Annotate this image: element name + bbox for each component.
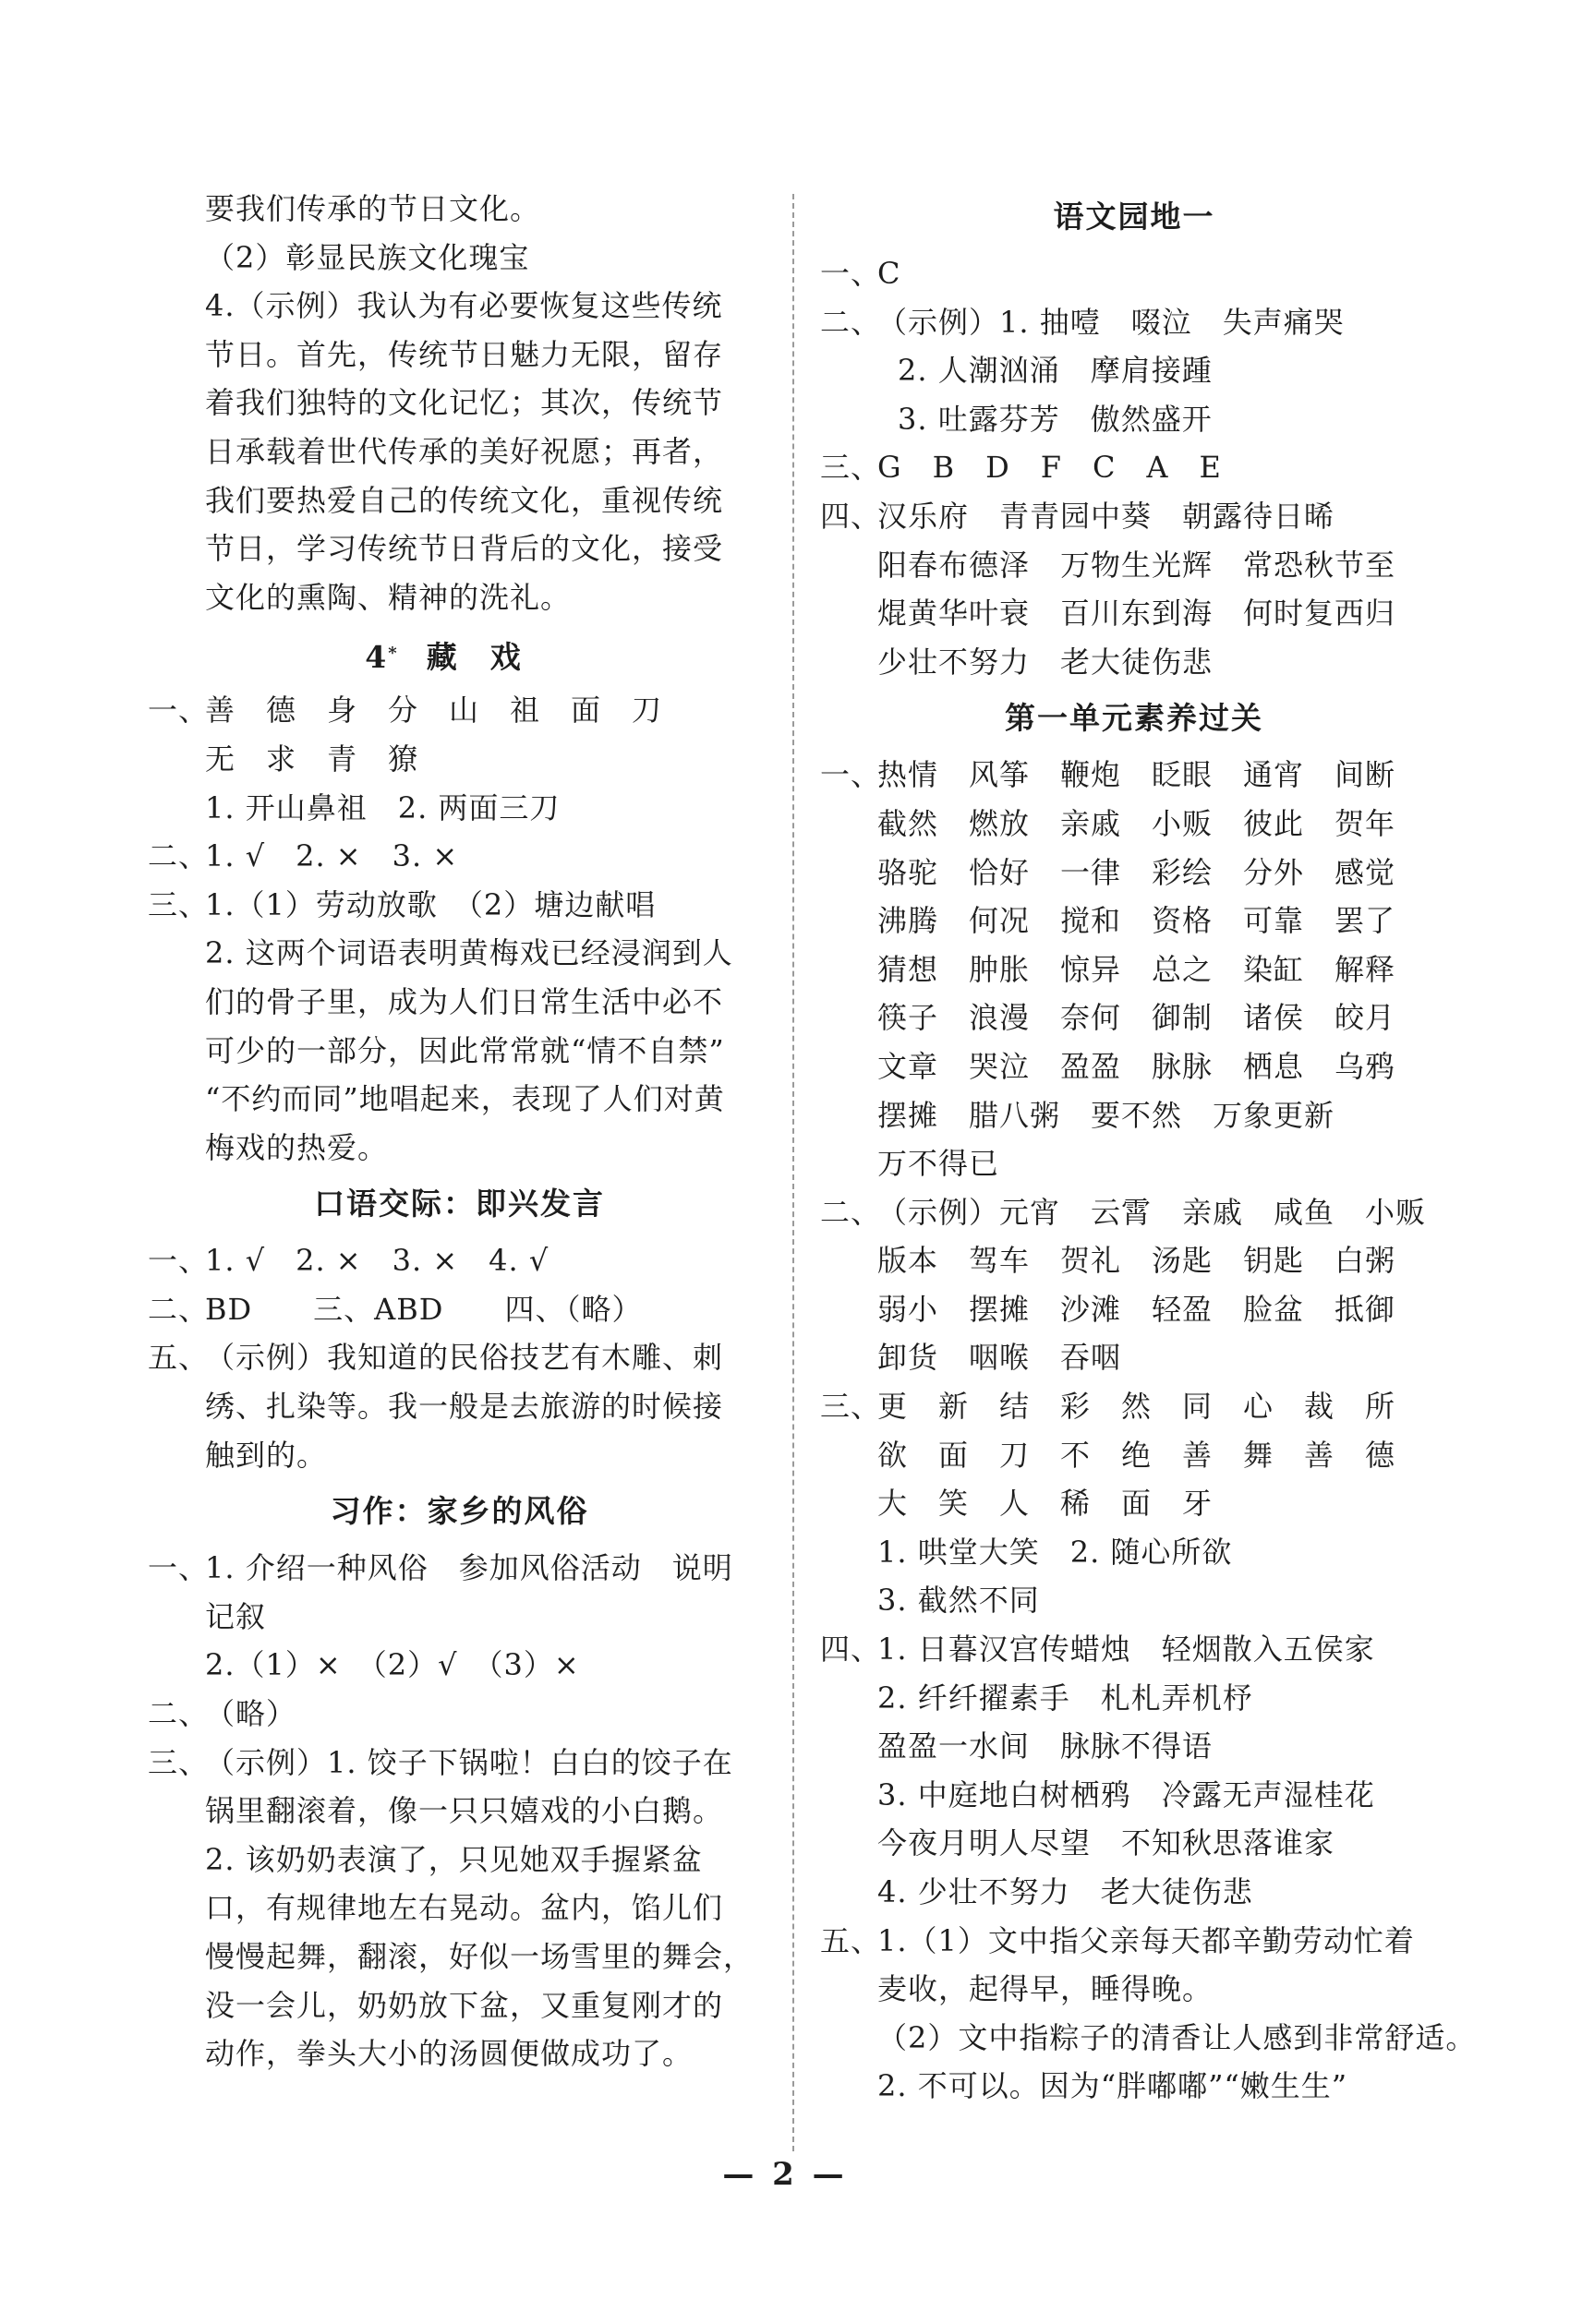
answer-text: 大 笑 人 稀 面 牙 <box>877 1486 1214 1522</box>
answer-line <box>148 735 771 784</box>
answer-line <box>820 589 1448 638</box>
question-number: 二、 <box>820 1194 882 1230</box>
answer-text: （2）彰显民族文化瑰宝 <box>205 239 530 275</box>
answer-text: 1. 日暮汉宫传蜡烛 轻烟散入五侯家 <box>877 1632 1375 1668</box>
answer-line <box>820 1576 1448 1625</box>
answer-line <box>148 379 771 427</box>
answer-line <box>148 1739 771 1788</box>
question-number: 一、 <box>148 1243 210 1279</box>
answer-text: 骆驼 恰好 一律 彩绘 分外 感觉 <box>877 854 1396 890</box>
answer-text: G B D F C A E <box>877 450 1222 486</box>
question-number: 三、 <box>148 886 210 922</box>
answer-text: 梅戏的热爱。 <box>205 1129 389 1165</box>
answer-text: 弱小 摆摊 沙滩 轻盈 脸盆 抵御 <box>877 1291 1396 1327</box>
answer-text: 版本 驾车 贺礼 汤匙 钥匙 白粥 <box>877 1243 1396 1279</box>
answer-text: 2. 纤纤擢素手 札札弄机杼 <box>877 1680 1253 1716</box>
answer-line <box>820 1188 1448 1237</box>
answer-line <box>148 1593 771 1642</box>
answer-line <box>148 573 771 622</box>
question-number: 一、 <box>148 692 210 729</box>
answer-text: 4. 少壮不努力 老大徒伤悲 <box>877 1874 1253 1909</box>
answer-line <box>820 1236 1448 1285</box>
answer-text: 日承载着世代传承的美好祝愿；再者， <box>205 433 724 469</box>
answer-line <box>820 1771 1448 1820</box>
answer-line <box>148 282 771 331</box>
answer-text: 盈盈一水间 脉脉不得语 <box>877 1728 1214 1764</box>
answer-text: 1. √ 2. × 3. × <box>205 838 459 874</box>
answer-line <box>148 1027 771 1076</box>
answer-line <box>820 1479 1448 1528</box>
answer-line <box>820 1431 1448 1480</box>
answer-line <box>148 234 771 283</box>
answer-line <box>148 1933 771 1981</box>
heading-title: 藏戏 <box>426 639 554 676</box>
answer-line <box>820 1333 1448 1382</box>
answer-line <box>820 443 1448 492</box>
answer-text: 1. 介绍一种风俗 参加风俗活动 说明 <box>205 1550 733 1586</box>
answer-line <box>148 1124 771 1173</box>
answer-text: 1.（1）文中指父亲每天都辛勤劳动忙着 <box>877 1922 1415 1958</box>
answer-text: 要我们传承的节日文化。 <box>205 191 541 226</box>
answer-line <box>148 1333 771 1382</box>
answer-text: 今夜月明人尽望 不知秋思落谁家 <box>877 1825 1335 1861</box>
answer-text: （示例）1. 抽噎 啜泣 失声痛哭 <box>877 304 1345 340</box>
question-number: 四、 <box>820 498 882 534</box>
answer-line <box>148 1382 771 1431</box>
answer-text: 1. 开山鼻祖 2. 两面三刀 <box>205 789 561 825</box>
answer-text: 触到的。 <box>205 1437 328 1473</box>
answer-line <box>148 1690 771 1739</box>
answer-text: 沸腾 何况 搅和 资格 可靠 罢了 <box>877 903 1396 939</box>
answer-text: 3. 截然不同 <box>877 1583 1040 1619</box>
answer-text: 筷子 浪漫 奈何 御制 诸侯 皎月 <box>877 1000 1396 1036</box>
answer-text: 无 求 青 獠 <box>205 741 419 777</box>
answer-text: 摆摊 腊八粥 要不然 万象更新 <box>877 1097 1335 1133</box>
section-heading <box>820 185 1448 249</box>
answer-text: 3. 吐露芬芳 傲然盛开 <box>898 401 1213 437</box>
answer-line <box>148 929 771 978</box>
answer-line <box>820 993 1448 1042</box>
answer-text: 口，有规律地左右晃动。盆内，馅儿们 <box>205 1890 724 1926</box>
section-heading <box>820 686 1448 751</box>
answer-line <box>820 1819 1448 1868</box>
answer-text: 1.（1）劳动放歌 （2）塘边献唱 <box>205 886 657 922</box>
answer-line <box>820 1917 1448 1966</box>
question-number: 三、 <box>820 450 882 486</box>
answer-line <box>148 1836 771 1884</box>
answer-text: （示例）我知道的民俗技艺有木雕、刺 <box>205 1340 724 1376</box>
heading-text: 习作：家乡的风俗 <box>330 1493 589 1530</box>
answer-line <box>148 686 771 735</box>
answer-text: 2. 人潮汹涌 摩肩接踵 <box>898 353 1213 389</box>
answer-line <box>148 427 771 476</box>
answer-line <box>820 541 1448 590</box>
answer-line <box>820 2014 1477 2063</box>
answer-line <box>820 1139 1448 1188</box>
answer-line <box>148 978 771 1027</box>
answer-line <box>148 1075 771 1124</box>
answer-line <box>820 897 1448 945</box>
answer-text: 欲 面 刀 不 绝 善 舞 善 德 <box>877 1437 1396 1473</box>
answer-text: 善 德 身 分 山 祖 面 刀 <box>205 692 663 729</box>
answer-line <box>820 492 1448 541</box>
answer-text: （示例）元宵 云霄 亲戚 咸鱼 小贩 <box>877 1194 1427 1230</box>
answer-line <box>148 832 771 881</box>
answer-line <box>148 1641 771 1690</box>
answer-line <box>148 881 771 930</box>
answer-text: 着我们独特的文化记忆；其次，传统节 <box>205 385 724 421</box>
column-divider <box>792 194 794 2151</box>
answer-text: 绣、扎染等。我一般是去旅游的时候接 <box>205 1389 724 1425</box>
question-number: 五、 <box>148 1340 210 1376</box>
left-column <box>148 185 771 2078</box>
answer-line <box>820 945 1448 994</box>
answer-text: 2. 不可以。因为“胖嘟嘟”“嫩生生” <box>877 2068 1348 2104</box>
answer-text: 少壮不努力 老大徒伤悲 <box>877 644 1214 680</box>
question-number: 二、 <box>820 304 882 340</box>
section-heading <box>148 1479 771 1544</box>
question-number: 一、 <box>148 1550 210 1586</box>
answer-text: 我们要热爱自己的传统文化，重视传统 <box>205 482 724 518</box>
answer-line <box>148 2029 771 2078</box>
question-number: 三、 <box>148 1744 210 1780</box>
answer-line <box>820 638 1448 687</box>
answer-text: 动作，拳头大小的汤圆便做成功了。 <box>205 2036 694 2072</box>
answer-line <box>820 1091 1448 1140</box>
answer-text: 卸货 咽喉 吞咽 <box>877 1340 1122 1376</box>
answer-line <box>820 1042 1448 1091</box>
answer-text: 汉乐府 青青园中葵 朝露待日晞 <box>877 498 1335 534</box>
answer-text: 没一会儿，奶奶放下盆，又重复刚才的 <box>205 1987 724 2023</box>
answer-text: “不约而同”地唱起来，表现了人们对黄 <box>205 1081 725 1117</box>
answer-text: （2）文中指粽子的清香让人感到非常舒适。 <box>877 2019 1477 2055</box>
answer-text: 锅里翻滚着，像一只只嬉戏的小白鹅。 <box>205 1793 724 1829</box>
answer-line <box>820 346 1448 395</box>
heading-text: 语文园地一 <box>1053 199 1215 235</box>
answer-line <box>148 1981 771 2030</box>
answer-text: 3. 中庭地白树栖鸦 冷露无声湿桂花 <box>877 1776 1375 1812</box>
answer-line <box>148 1236 771 1285</box>
page-number: — 2 — <box>722 2156 848 2193</box>
question-number: 一、 <box>820 256 882 291</box>
answer-line <box>820 1625 1448 1674</box>
answer-text: 文章 哭泣 盈盈 脉脉 栖息 乌鸦 <box>877 1048 1396 1084</box>
heading-text: 4 <box>365 639 389 676</box>
answer-text: 节日，学习传统节日背后的文化，接受 <box>205 531 724 567</box>
section-heading <box>148 621 771 686</box>
answer-line <box>820 1722 1448 1771</box>
question-number: 二、 <box>148 838 210 874</box>
answer-line <box>148 524 771 573</box>
question-number: 四、 <box>820 1632 882 1668</box>
answer-text: 记叙 <box>205 1598 267 1634</box>
question-number: 三、 <box>820 1389 882 1425</box>
answer-text: 2.（1）× （2）√ （3）× <box>205 1647 580 1683</box>
answer-text: 1. √ 2. × 3. × 4. √ <box>205 1243 550 1279</box>
answer-text: 1. 哄堂大笑 2. 随心所欲 <box>877 1534 1233 1570</box>
answer-line <box>148 331 771 379</box>
answer-text: 焜黄华叶衰 百川东到海 何时复西归 <box>877 596 1396 632</box>
answer-text: 节日。首先，传统节日魅力无限，留存 <box>205 336 724 372</box>
answer-line <box>820 1528 1448 1577</box>
answer-text: 截然 燃放 亲戚 小贩 彼此 贺年 <box>877 805 1396 841</box>
heading-text: 第一单元素养过关 <box>1005 700 1263 737</box>
answer-text: 文化的熏陶、精神的洗礼。 <box>205 579 572 615</box>
right-column <box>820 185 1477 2111</box>
answer-line <box>820 2062 1448 2111</box>
section-heading <box>148 1172 771 1236</box>
answer-line <box>148 784 771 833</box>
answer-line <box>148 1285 771 1334</box>
answer-line <box>820 1868 1448 1917</box>
answer-line <box>820 249 1448 298</box>
answer-line <box>820 849 1448 897</box>
answer-text: 慢慢起舞，翻滚，好似一场雪里的舞会， <box>205 1939 755 1974</box>
question-number: 二、 <box>148 1291 210 1327</box>
answer-text: 可少的一部分，因此常常就“情不自禁” <box>205 1032 725 1068</box>
answer-text: 阳春布德泽 万物生光辉 常恐秋节至 <box>877 547 1396 583</box>
heading-text: 口语交际：即兴发言 <box>314 1186 605 1222</box>
answer-text: （略） <box>205 1696 297 1732</box>
question-number: 五、 <box>820 1922 882 1958</box>
question-number: 二、 <box>148 1696 210 1732</box>
answer-line <box>820 1965 1448 2014</box>
answer-line <box>820 395 1448 444</box>
answer-text: 热情 风筝 鞭炮 眨眼 通宵 间断 <box>877 757 1396 793</box>
answer-line <box>148 476 771 525</box>
answer-text: C <box>877 256 901 291</box>
heading-mark: * <box>388 644 399 664</box>
answer-line <box>148 1431 771 1480</box>
answer-text: 4.（示例）我认为有必要恢复这些传统 <box>205 288 723 324</box>
answer-text: 万不得已 <box>877 1146 1000 1182</box>
answer-text: 更 新 结 彩 然 同 心 裁 所 <box>877 1389 1396 1425</box>
answer-text: 们的骨子里，成为人们日常生活中必不 <box>205 983 724 1019</box>
answer-line <box>820 298 1448 347</box>
answer-text: BD 三、ABD 四、（略） <box>205 1291 643 1327</box>
answer-line <box>820 1382 1448 1431</box>
answer-text: 2. 该奶奶表演了，只见她双手握紧盆 <box>205 1841 703 1877</box>
answer-text: 2. 这两个词语表明黄梅戏已经浸润到人 <box>205 935 733 971</box>
answer-line <box>148 1544 771 1593</box>
answer-line <box>148 185 771 234</box>
answer-line <box>820 800 1448 849</box>
answer-line <box>148 1787 771 1836</box>
answer-text: 麦收，起得早，睡得晚。 <box>877 1971 1214 2007</box>
answer-text: 猜想 肿胀 惊异 总之 染缸 解释 <box>877 951 1396 987</box>
answer-line <box>820 751 1448 800</box>
answer-line <box>148 1884 771 1933</box>
answer-line <box>820 1674 1448 1723</box>
answer-text: （示例）1. 饺子下锅啦！白白的饺子在 <box>205 1744 733 1780</box>
answer-line <box>820 1285 1448 1334</box>
question-number: 一、 <box>820 757 882 793</box>
